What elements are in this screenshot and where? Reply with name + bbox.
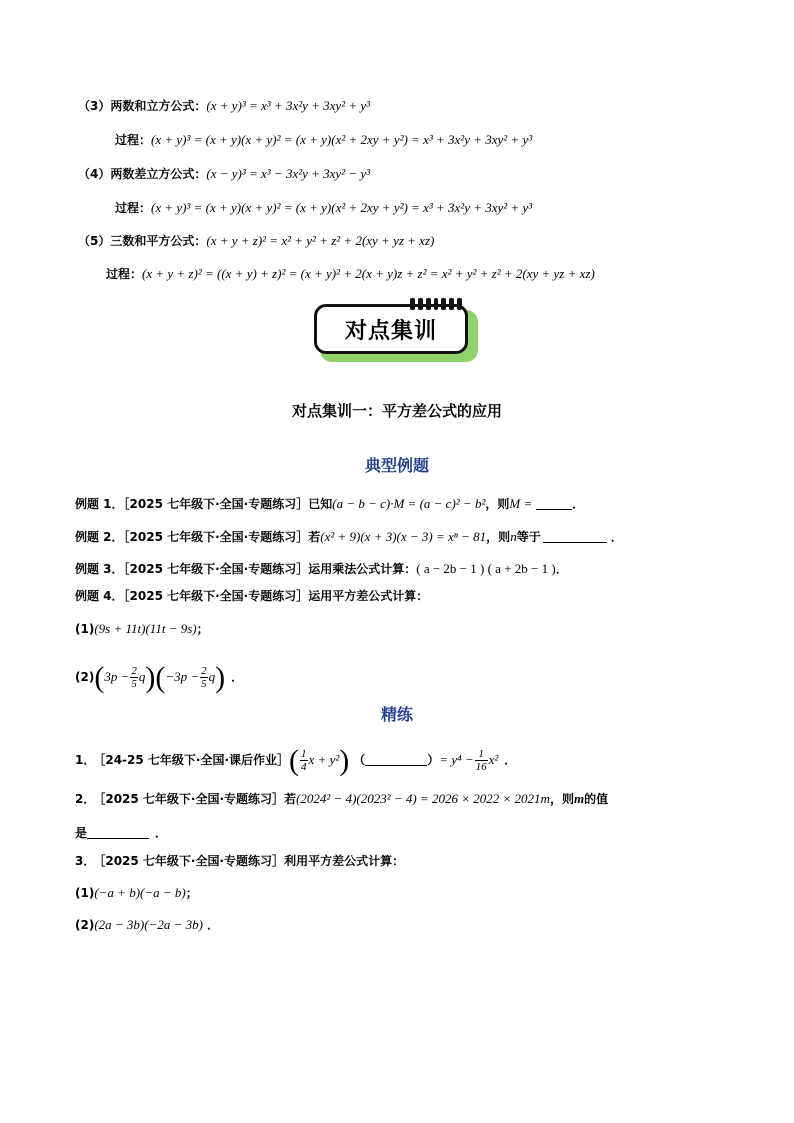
example-var: M = [509, 496, 533, 511]
formula-3-process [115, 130, 532, 150]
formula-3-process-eq: (x + y)³ = (x + y)(x + y)² = (x + y)(x² + 2xy + y²) = x³ + 3x²y + 3xy² + y³ [151, 132, 533, 147]
typical-examples-title: 典型例题 [364, 456, 429, 475]
section-banner [312, 298, 480, 364]
example-text: 已知 [308, 497, 333, 511]
example-text: ，则 [485, 497, 510, 511]
example-label: 例题 4． [75, 589, 124, 603]
question-label: 3． [75, 854, 96, 868]
part-math: q [208, 669, 216, 684]
formula-4 [78, 164, 370, 184]
formula-4-process-eq: (x + y)³ = (x + y)(x + y)² = (x + y)(x² + 2xy + y²) = x³ + 3x²y + 3xy² + y³ [151, 200, 533, 215]
answer-blank[interactable] [543, 529, 607, 543]
example-math: (a − b − c)·M = (a − c)² − b² [332, 496, 486, 511]
example-label: 例题 3． [75, 562, 124, 576]
practice-question-3 [75, 851, 404, 871]
formula-5 [78, 231, 434, 251]
practice-question-2 [75, 789, 608, 809]
question-text: 利用平方差公式计算： [284, 854, 405, 868]
example-text: 运用乘法公式计算： [308, 562, 417, 576]
fraction: $\frac{1}{16}$ [475, 748, 487, 773]
process-label: 过程： [115, 201, 152, 215]
question-end: ． [155, 826, 168, 840]
answer-blank[interactable] [365, 752, 427, 766]
question-math: x² [488, 752, 499, 767]
example-end: ． [572, 497, 585, 511]
example-4-part-2: (2)(3p − $\frac{2}{5}$ q)(−3p − $\frac{2}{5}$ q) ． [75, 661, 244, 694]
formula-5-process-eq: (x + y + z)² = ((x + y) + z)² = (x + y)² + 2(x + y)z + z² = x² + y² + z² + 2(xy + yz + xz) [142, 266, 595, 281]
part-math: (−a + b)(−a − b) [94, 885, 186, 900]
example-3 [75, 559, 568, 579]
question-end: ． [504, 753, 517, 767]
formula-4-label: （4）两数差立方公式： [78, 167, 207, 181]
question-text: 的值 [584, 792, 609, 806]
example-var: n [510, 529, 517, 544]
question-label: 2． [75, 792, 96, 806]
question-math: x + y² [308, 752, 340, 767]
practice-question-1: 1． ［24-25 七年级下·全国·课后作业］( $\frac{1}{4}$ x + y²) （ ）= y⁴ − $\frac{1}{16}$ x² ． [75, 744, 517, 777]
section-title: 对点集训一：平方差公式的应用 [291, 402, 502, 420]
example-2 [75, 527, 623, 547]
formula-4-process [115, 198, 532, 218]
example-math: ( a − 2b − 1 ) ( a + 2b − 1 ) [416, 561, 556, 576]
example-source: ［2025 七年级下·全国·专题练习］ [123, 497, 309, 511]
part-label: (1) [75, 886, 95, 900]
part-end: ． [231, 670, 244, 684]
question-text: 是 [75, 826, 88, 840]
example-1 [75, 494, 584, 514]
answer-blank[interactable] [87, 825, 149, 839]
question-var: m [573, 791, 585, 806]
question-label: 1． [75, 753, 96, 767]
bracket: （ [353, 753, 366, 767]
example-end: ． [610, 530, 623, 544]
question-math: = y⁴ − [439, 752, 474, 767]
formula-5-eq: (x + y + z)² = x² + y² + z² + 2(xy + yz + xz) [206, 233, 435, 248]
part-end: ． [206, 918, 219, 932]
binder-rings-icon [410, 298, 462, 310]
question-source: ［2025 七年级下·全国·专题练习］ [99, 792, 285, 806]
question-text: 若 [284, 792, 297, 806]
example-text: 若 [308, 530, 321, 544]
practice-question-2-line-2 [75, 823, 167, 843]
example-text: 等于 [516, 530, 541, 544]
practice-question-3-part-1 [75, 883, 198, 903]
part-end: ； [185, 886, 198, 900]
example-text: ，则 [486, 530, 511, 544]
fraction: $\frac{1}{4}$ [301, 748, 307, 773]
bracket: ） [427, 753, 440, 767]
example-math: (x² + 9)(x + 3)(x − 3) = xⁿ − 81 [320, 529, 487, 544]
question-source: ［2025 七年级下·全国·专题练习］ [99, 854, 285, 868]
fraction: $\frac{2}{5}$ [131, 665, 137, 690]
part-label: (2) [75, 918, 95, 932]
question-math: (2024² − 4)(2023² − 4) = 2026 × 2022 × 2021m [296, 791, 550, 806]
example-label: 例题 2． [75, 530, 124, 544]
example-label: 例题 1． [75, 497, 124, 511]
formula-5-process [106, 264, 595, 284]
formula-3 [78, 96, 370, 116]
part-math: (9s + 11t)(11t − 9s) [94, 621, 197, 636]
process-label: 过程： [115, 133, 152, 147]
fraction: $\frac{2}{5}$ [201, 665, 207, 690]
example-source: ［2025 七年级下·全国·专题练习］ [123, 562, 309, 576]
part-math: −3p − [165, 669, 200, 684]
formula-4-eq: (x − y)³ = x³ − 3x²y + 3xy² − y³ [206, 166, 371, 181]
question-source: ［24-25 七年级下·全国·课后作业］ [99, 753, 290, 767]
practice-question-3-part-2 [75, 915, 219, 935]
part-end: ； [196, 622, 209, 636]
process-label: 过程： [106, 267, 143, 281]
formula-3-eq: (x + y)³ = x³ + 3x²y + 3xy² + y³ [206, 98, 371, 113]
example-4 [75, 586, 428, 606]
part-math: (2a − 3b)(−2a − 3b) [94, 917, 203, 932]
part-label: (1) [75, 622, 95, 636]
answer-blank[interactable] [536, 496, 572, 510]
practice-title: 精练 [380, 705, 413, 724]
example-4-part-1 [75, 619, 209, 639]
formula-3-label: （3）两数和立方公式： [78, 99, 207, 113]
banner-box [314, 304, 468, 354]
part-math: 3p − [104, 669, 130, 684]
example-text: 运用平方差公式计算： [308, 589, 429, 603]
example-end: ． [555, 562, 568, 576]
part-math: q [138, 669, 146, 684]
question-text: ，则 [549, 792, 574, 806]
banner-text: 对点集训 [344, 318, 437, 344]
example-source: ［2025 七年级下·全国·专题练习］ [123, 530, 309, 544]
formula-5-label: （5）三数和平方公式： [78, 234, 207, 248]
example-source: ［2025 七年级下·全国·专题练习］ [123, 589, 309, 603]
part-label: (2) [75, 670, 95, 684]
